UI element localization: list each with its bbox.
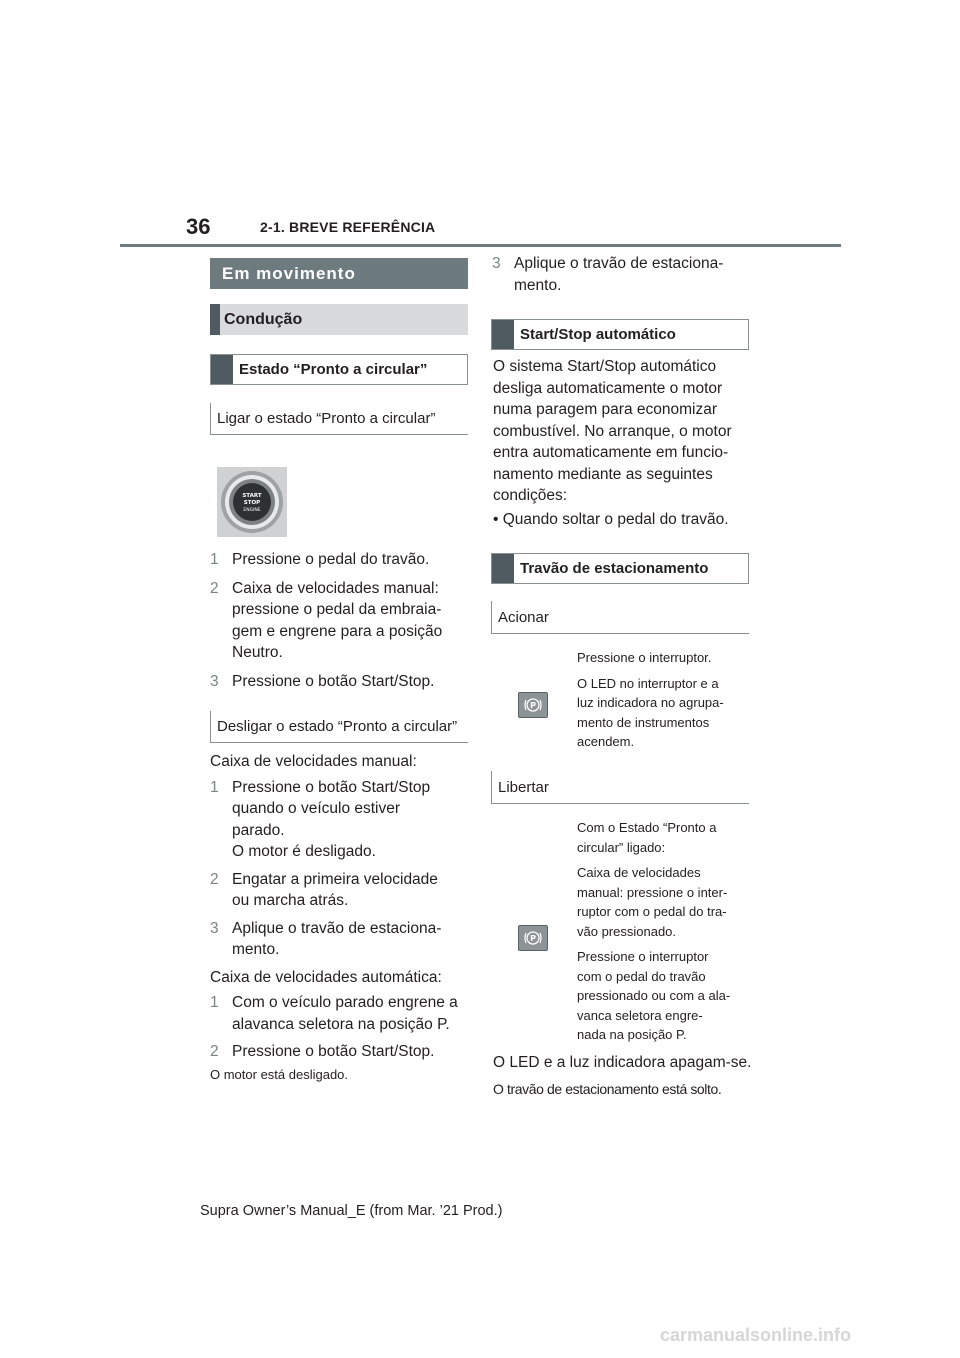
list-item	[210, 992, 472, 1035]
subsection-marker	[210, 304, 220, 335]
list-item	[210, 1041, 472, 1063]
heading-turn-off-text: Desligar o estado “Pronto a circular”	[217, 718, 458, 735]
apply-note: Pressione o interruptor.	[577, 650, 712, 665]
heading-apply	[491, 601, 749, 634]
step-number: 1	[210, 994, 219, 1011]
box-heading-marker	[492, 554, 514, 583]
auto-start-stop-paragraph: O sistema Start/Stop automático desliga automaticamente o motor numa paragem para economizar combustível. No arranque, o motor entra automaticamente em funcio- namento mediante as seguintes condições:	[493, 358, 732, 504]
list-item	[210, 671, 470, 693]
heading-release-text: Libertar	[498, 778, 549, 796]
step-number: 1	[210, 778, 219, 796]
svg-text:STOP: STOP	[243, 500, 261, 506]
step-text: Engatar a primeira velocidade ou marcha atrás.	[232, 870, 438, 909]
heading-release	[491, 771, 749, 804]
step-number: 2	[210, 1043, 219, 1060]
apply-notes	[577, 648, 757, 752]
step-text: Aplique o travão de estaciona- mento.	[514, 255, 724, 294]
watermark: carmanualsonline.info	[660, 1325, 852, 1345]
step-text: Pressione o pedal do travão.	[232, 551, 430, 568]
right-step-3	[492, 253, 754, 296]
list-item	[492, 253, 754, 296]
step-number: 3	[210, 672, 219, 690]
step-text: Aplique o travão de estaciona- mento.	[232, 919, 442, 958]
box-heading-text: Start/Stop automático	[520, 326, 676, 343]
parking-brake-icon	[522, 696, 544, 714]
subsection-title-text: Condução	[224, 310, 303, 328]
heading-turn-off-ready	[210, 711, 468, 743]
heading-turn-on-ready	[210, 403, 468, 435]
svg-text:START: START	[242, 493, 262, 499]
box-heading-text: Estado “Pronto a circular”	[239, 361, 428, 378]
list-item	[210, 869, 472, 912]
step-text: Com o veículo parado engrene a alavanca seletora na posição P.	[232, 994, 458, 1033]
led-off-text: O LED e a luz indicadora apagam-se.	[493, 1054, 752, 1071]
box-heading-auto-start-stop	[491, 319, 749, 350]
box-heading-marker	[492, 320, 514, 349]
step-number: 2	[210, 579, 219, 597]
step-number: 2	[210, 870, 219, 888]
off-procedure	[210, 751, 472, 1085]
footer-text: Supra Owner’s Manual_E (from Mar. ’21 Prod.)	[200, 1203, 503, 1219]
step-number: 1	[210, 551, 219, 568]
heading-turn-on-text: Ligar o estado “Pronto a circular”	[217, 410, 436, 427]
header-divider	[120, 244, 841, 247]
step-text: Caixa de velocidades manual: pressione o pedal da embraia- gem e engrene para a posição Neutro.	[232, 579, 443, 661]
release-note: Com o Estado “Pronto a circular” ligado:	[577, 820, 717, 855]
section-title-text: Em movimento	[222, 263, 356, 283]
auto-label: Caixa de velocidades automática:	[210, 968, 442, 986]
list-item	[210, 549, 470, 571]
parking-brake-switch-icon	[518, 925, 548, 951]
release-notes	[577, 818, 757, 1045]
brake-released-text: O travão de estacionamento está solto.	[493, 1081, 722, 1097]
manual-label: Caixa de velocidades manual:	[210, 753, 417, 770]
parking-brake-switch-icon	[518, 692, 548, 718]
auto-start-stop-bullet: • Quando soltar o pedal do travão.	[493, 511, 729, 528]
svg-text:ENGINE: ENGINE	[243, 508, 261, 513]
start-stop-engine-icon	[217, 467, 287, 537]
section-title	[210, 258, 468, 289]
list-item	[210, 777, 472, 863]
release-note: Pressione o interruptor com o pedal do travão pressionado ou com a ala- vanca seletora engre- nada na posição P.	[577, 949, 731, 1042]
chapter-title: 2-1. BREVE REFERÊNCIA	[260, 219, 436, 235]
svg-text:P: P	[530, 701, 536, 710]
on-steps-list	[210, 549, 470, 692]
list-item	[210, 918, 472, 961]
list-item	[210, 578, 470, 664]
step-number: 3	[492, 255, 501, 272]
parking-brake-icon	[522, 929, 544, 947]
step-text: Pressione o botão Start/Stop.	[232, 1043, 435, 1060]
start-stop-button-image	[217, 467, 287, 537]
step-text: Pressione o botão Start/Stop quando o veículo estiver parado. O motor é desligado.	[232, 778, 431, 860]
page-number: 36	[186, 214, 211, 239]
box-heading-marker	[211, 355, 233, 384]
heading-apply-text: Acionar	[498, 608, 549, 626]
box-heading-ready-state	[210, 354, 468, 385]
svg-text:P: P	[530, 934, 536, 943]
step-text: Pressione o botão Start/Stop.	[232, 672, 435, 690]
subsection-title	[210, 304, 468, 335]
release-note: Caixa de velocidades manual: pressione o inter- ruptor com o pedal do tra- vão pressionado.	[577, 865, 728, 939]
engine-off-note: O motor está desligado.	[210, 1066, 349, 1082]
box-heading-text: Travão de estacionamento	[520, 560, 709, 577]
apply-note: O LED no interruptor e a luz indicadora no agrupa- mento de instrumentos acendem.	[577, 675, 724, 749]
box-heading-parking-brake	[491, 553, 749, 584]
step-number: 3	[210, 919, 219, 937]
